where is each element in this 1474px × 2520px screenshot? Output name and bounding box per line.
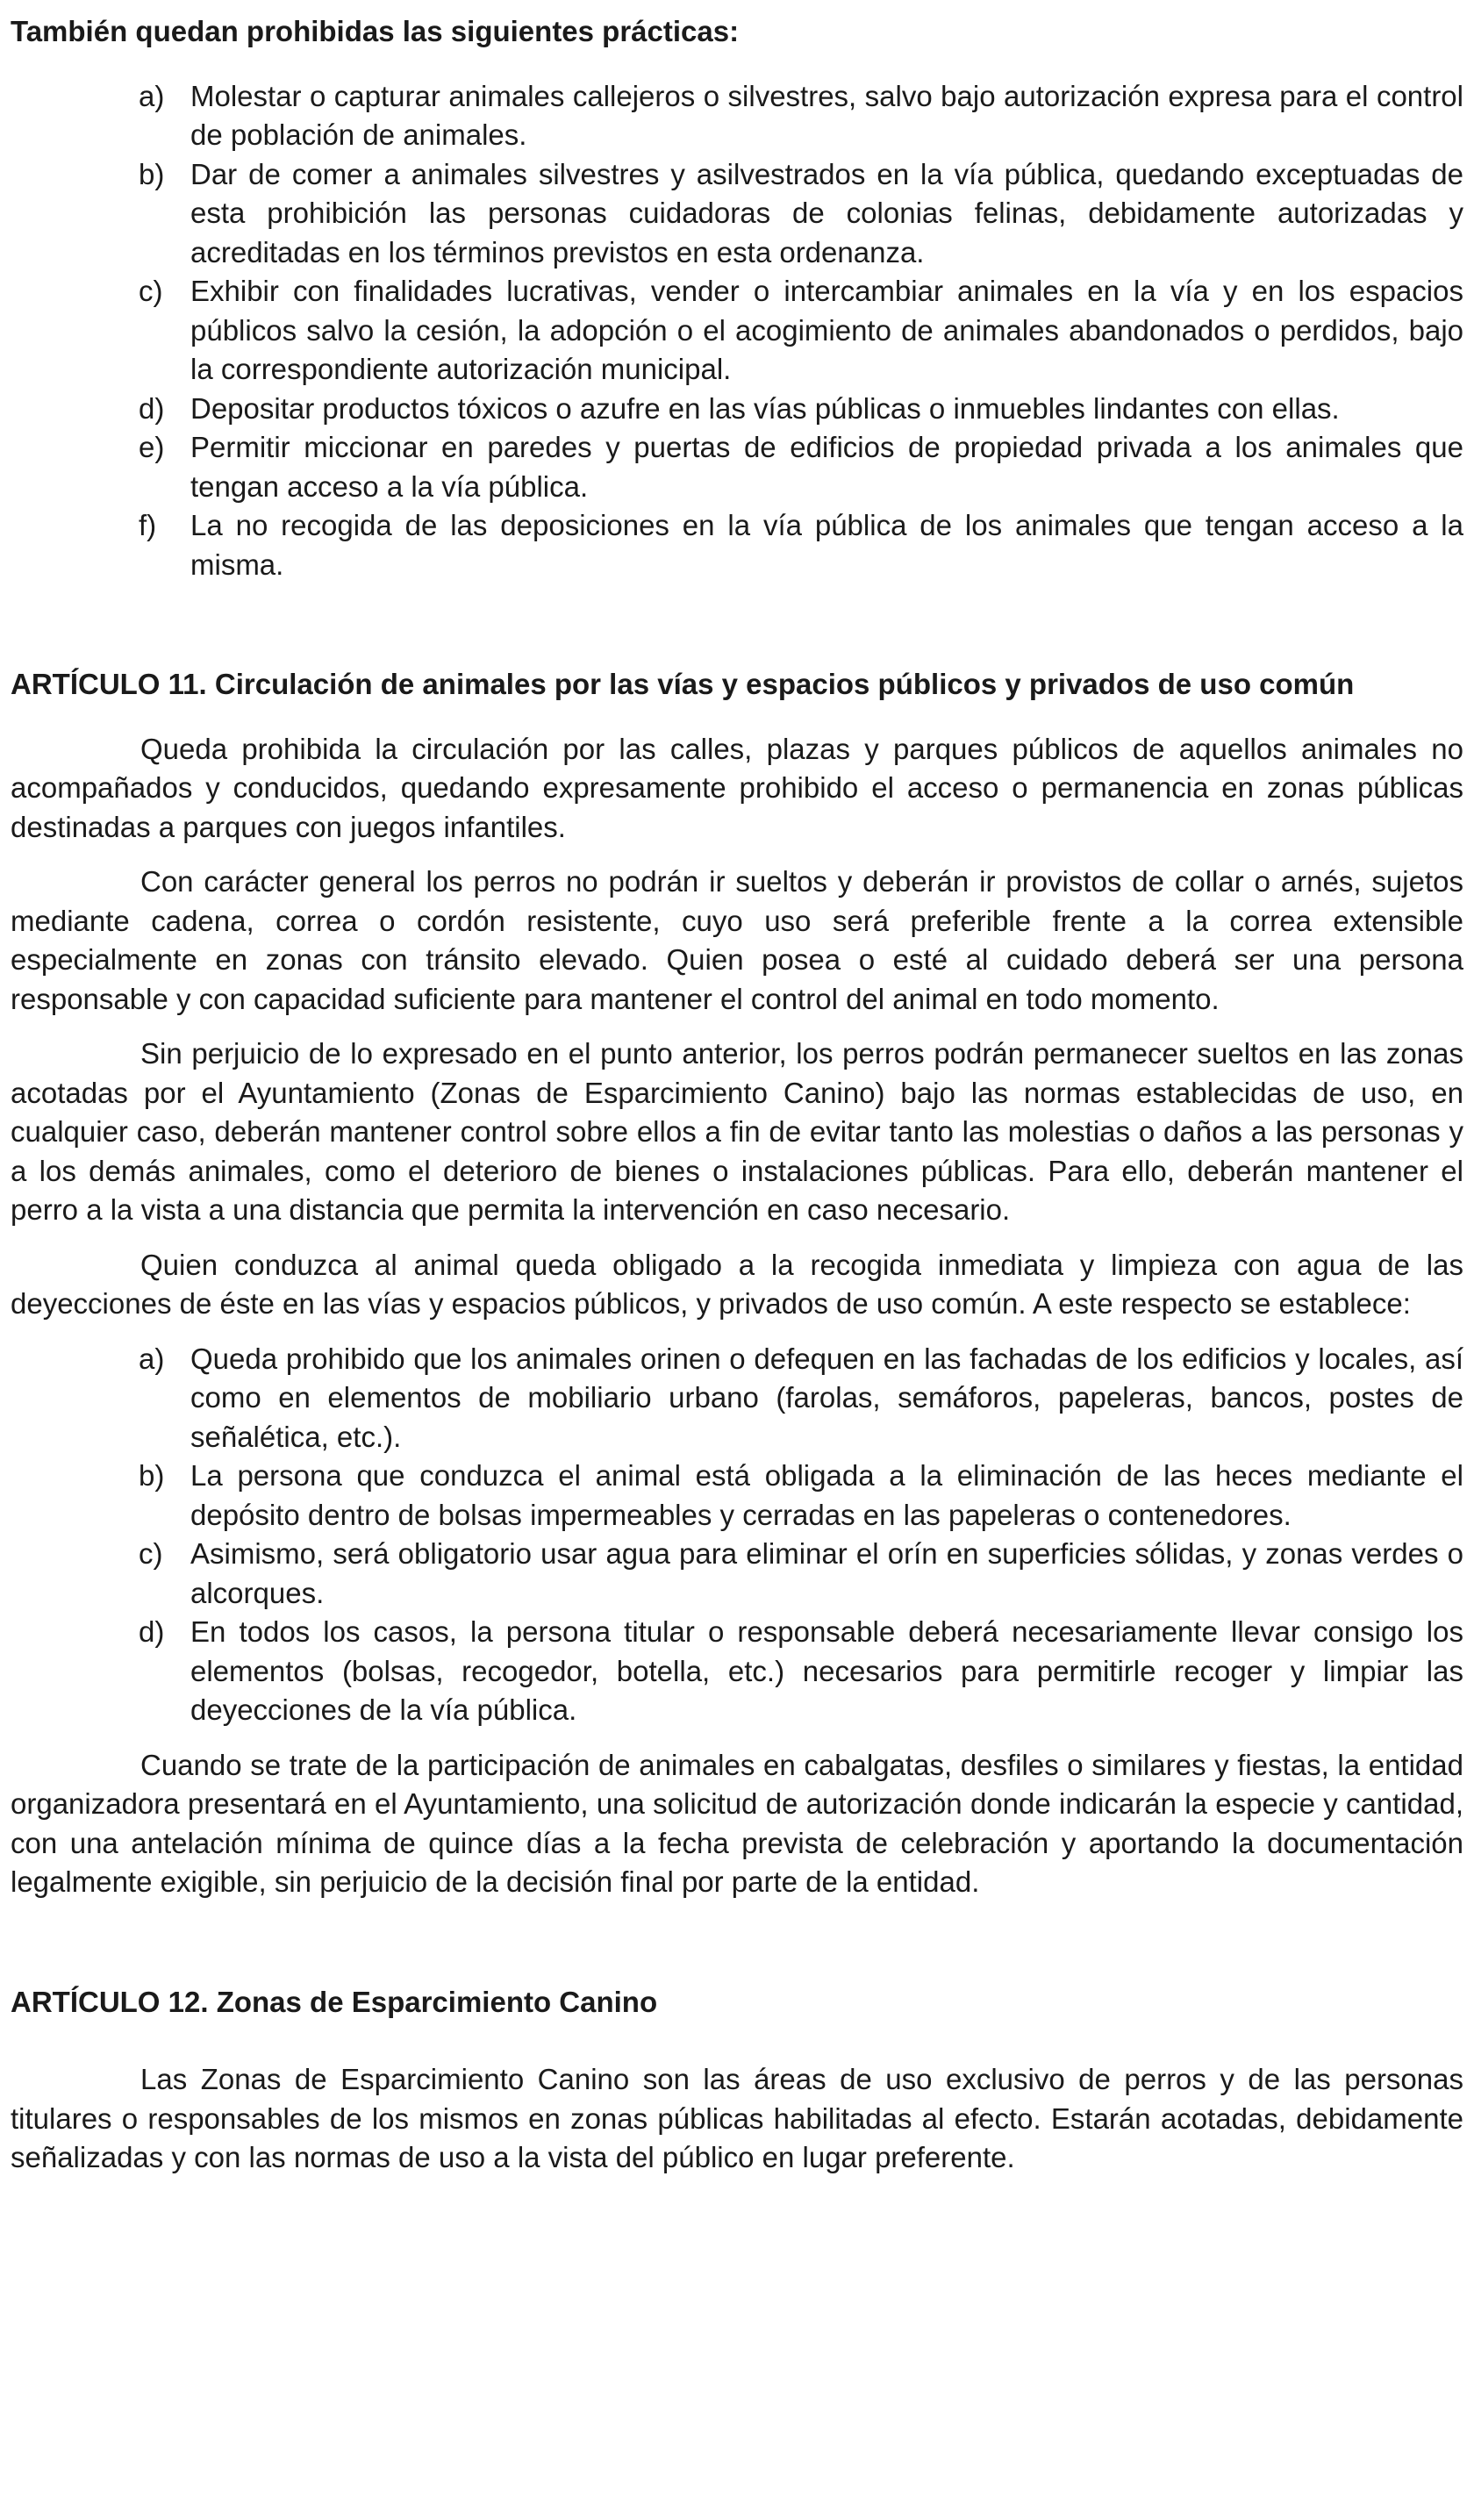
list-marker: b) xyxy=(139,157,165,190)
article-11-paragraph-4: Quien conduzca al animal queda obligado a la recogida inmediata y limpieza con agua de las deyecciones de éste en las vías y espacios públicos, y privados de uso común. A este respecto se establece: xyxy=(11,1248,1463,1320)
prohibited-practices-heading: También quedan prohibidas las siguientes prácticas: xyxy=(11,15,740,47)
document-page xyxy=(11,12,1463,2178)
list-item-text: La persona que conduzca el animal está obligada a la eliminación de las heces mediante el depósito dentro de bolsas impermeables y cerradas en las papeleras o contenedores. xyxy=(190,1459,1463,1531)
list-marker: e) xyxy=(139,431,165,463)
list-item-text: Exhibir con finalidades lucrativas, vender o intercambiar animales en la vía y en los espacios públicos salvo la cesión, la adopción o el acogimiento de animales abandonados o perdidos, bajo la correspondiente autorización municipal. xyxy=(190,275,1463,385)
list-marker: a) xyxy=(139,1342,165,1375)
list-marker: a) xyxy=(139,79,165,112)
list-item-text: Asimismo, será obligatorio usar agua para eliminar el orín en superficies sólidas, y zonas verdes o alcorques. xyxy=(190,1537,1463,1609)
list-item xyxy=(11,428,1463,506)
list-marker: c) xyxy=(139,275,163,307)
list-item xyxy=(11,506,1463,584)
list-item-text: Depositar productos tóxicos o azufre en las vías públicas o inmuebles lindantes con ellas. xyxy=(190,391,1340,425)
list-item xyxy=(11,1457,1463,1535)
list-item-text: La no recogida de las deposiciones en la vía pública de los animales que tengan acceso a la misma. xyxy=(190,509,1463,581)
list-marker: c) xyxy=(139,1537,163,1570)
list-item xyxy=(11,390,1463,429)
list-item-text: Permitir miccionar en paredes y puertas de edificios de propiedad privada a los animales que tengan acceso a la vía pública. xyxy=(190,431,1463,503)
list-item xyxy=(11,272,1463,390)
article-11-paragraph-3: Sin perjuicio de lo expresado en el punto anterior, los perros podrán permanecer sueltos en las zonas acotadas por el Ayuntamiento (Zonas de Esparcimiento Canino) bajo las normas establecidas de uso, en cualquier caso, deberán mantener control sobre ellos a fin de evitar tanto las molestias o daños a las personas y a los demás animales, como el deterioro de bienes o instalaciones públicas. Para ello, deberán mantener el perro a la vista a una distancia que permita la intervención en caso necesario. xyxy=(11,1037,1463,1226)
list-item-text: Queda prohibido que los animales orinen o defequen en las fachadas de los edificios y locales, así como en elementos de mobiliario urbano (farolas, semáforos, papeleras, bancos, postes de señalética, etc.). xyxy=(190,1342,1463,1453)
list-item xyxy=(11,1340,1463,1457)
list-item-text: En todos los casos, la persona titular o responsable deberá necesariamente llevar consigo los elementos (bolsas, recogedor, botella, etc.) necesarios para permitirle recoger y limpiar las deyecciones de la vía pública. xyxy=(190,1615,1463,1726)
article-11-paragraph-1: Queda prohibida la circulación por las calles, plazas y parques públicos de aquellos animales no acompañados y conducidos, quedando expresamente prohibido el acceso o permanencia en zonas públicas destinadas a parques con juegos infantiles. xyxy=(11,732,1463,843)
article-11-rules-list xyxy=(11,1340,1463,1730)
list-item-text: Molestar o capturar animales callejeros o silvestres, salvo bajo autorización expresa para el control de población de animales. xyxy=(190,79,1463,151)
article-11-heading: ARTÍCULO 11. Circulación de animales por las vías y espacios públicos y privados de uso común xyxy=(11,668,1355,700)
list-marker: d) xyxy=(139,1615,165,1648)
article-11-closing-paragraph: Cuando se trate de la participación de animales en cabalgatas, desfiles o similares y fiestas, la entidad organizadora presentará en el Ayuntamiento, una solicitud de autorización donde indicarán la especie y cantidad, con una antelación mínima de quince días a la fecha prevista de celebración y aportando la documentación legalmente exigible, sin perjuicio de la decisión final por parte de la entidad. xyxy=(11,1748,1463,1898)
article-12 xyxy=(11,1983,1463,2178)
list-item-text: Dar de comer a animales silvestres y asilvestrados en la vía pública, quedando exceptuadas de esta prohibición las personas cuidadoras de colonias felinas, debidamente autorizadas y acreditadas en los términos previstos en esta ordenanza. xyxy=(190,157,1463,268)
article-11-paragraph-2: Con carácter general los perros no podrán ir sueltos y deberán ir provistos de collar o arnés, sujetos mediante cadena, correa o cordón resistente, cuyo uso será preferible frente a la correa extensible especialmente en zonas con tránsito elevado. Quien posea o esté al cuidado deberá ser una persona responsable y con capacidad suficiente para mantener el control del animal en todo momento. xyxy=(11,865,1463,1015)
list-marker: f) xyxy=(139,509,157,541)
article-12-heading: ARTÍCULO 12. Zonas de Esparcimiento Canino xyxy=(11,1985,658,2018)
list-marker: b) xyxy=(139,1459,165,1492)
list-marker: d) xyxy=(139,391,165,425)
list-item xyxy=(11,1535,1463,1613)
prohibited-practices-list xyxy=(11,77,1463,585)
list-item xyxy=(11,77,1463,155)
article-11 xyxy=(11,665,1463,1902)
list-item xyxy=(11,155,1463,273)
article-12-paragraph: Las Zonas de Esparcimiento Canino son las áreas de uso exclusivo de perros y de las personas titulares o responsables de los mismos en zonas públicas habilitadas al efecto. Estarán acotadas, debidamente señalizadas y con las normas de uso a la vista del público en lugar preferente. xyxy=(11,2063,1463,2173)
list-item xyxy=(11,1613,1463,1730)
